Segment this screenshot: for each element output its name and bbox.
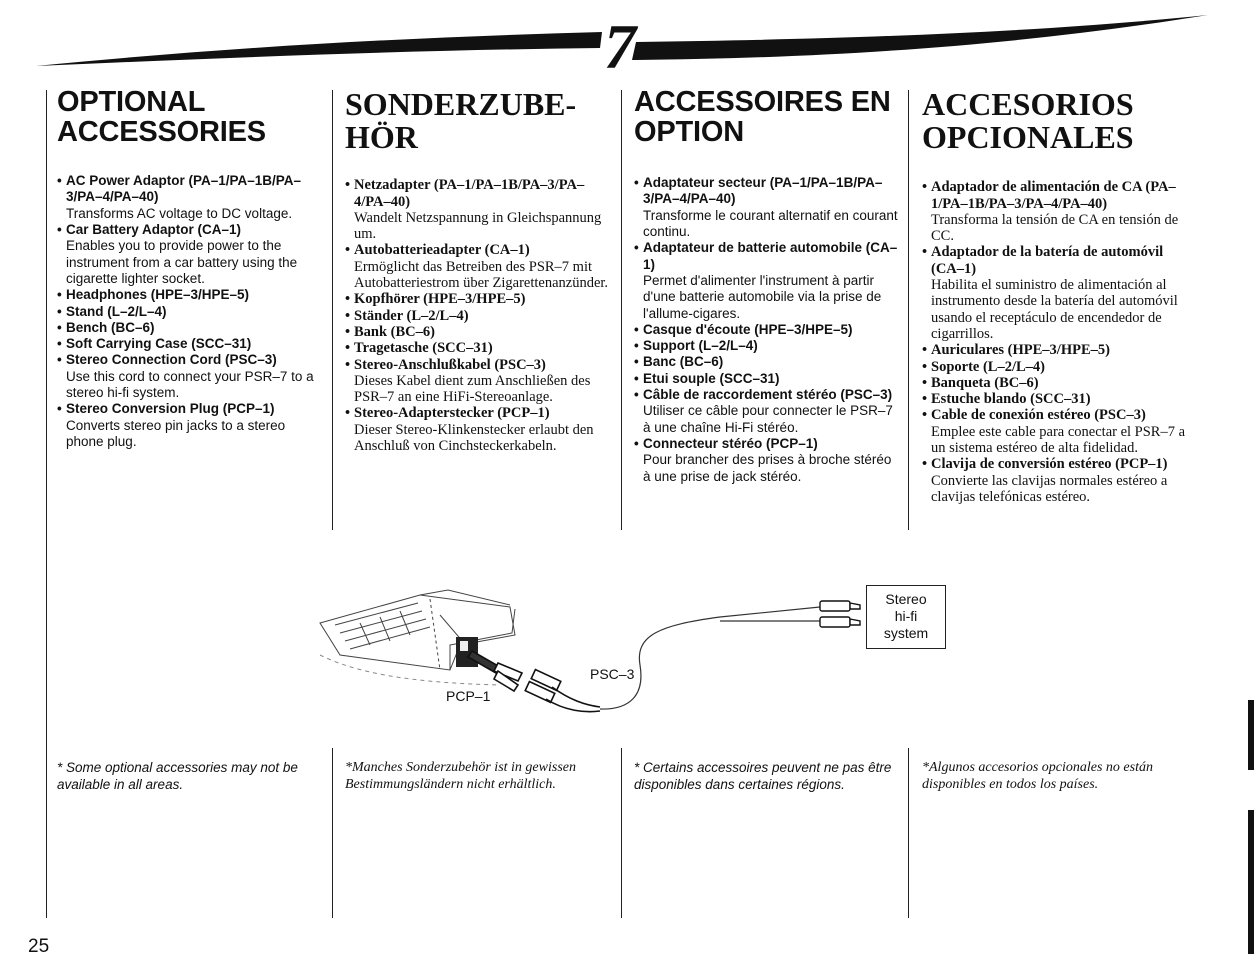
list-item: [634, 240, 900, 321]
item-title: • Câble de raccordement stéréo (PSC–3): [643, 387, 893, 403]
page-edge-mark: [1248, 700, 1254, 770]
cable: [600, 607, 820, 709]
item-title: • Auriculares (HPE–3/HPE–5): [931, 342, 1110, 359]
list-item: [345, 405, 615, 454]
item-description: Transforme le courant alternatif en courant continu.: [643, 207, 898, 240]
pcp-label: PCP–1: [446, 688, 491, 704]
item-description: Pour brancher des prises à broche stéréo à une prise de jack stéréo.: [643, 452, 892, 484]
item-title: • Kopfhörer (HPE–3/HPE–5): [354, 291, 526, 308]
column-spanish: [922, 88, 1194, 505]
item-description: Permet d'alimenter l'instrument à partir d'une batterie automobile via la prise de l'allume-cigares.: [643, 272, 882, 321]
list-item: [922, 375, 1194, 391]
list-item: [57, 320, 323, 336]
item-title: • Cable de conexión estéreo (PSC–3): [931, 407, 1146, 424]
footnote-german: *Manches Sonderzubehör ist in gewissen Bestimmungsländern nicht erhältlich.: [345, 760, 576, 792]
item-title: • Bench (BC–6): [66, 319, 155, 335]
item-description: Use this cord to connect your PSR–7 to a stereo hi-fi system.: [66, 368, 314, 401]
list-item: [634, 338, 900, 354]
footnote-spanish: *Algunos accesorios opcionales no están disponibles en todos los países.: [922, 760, 1153, 792]
section-title: ACCESORIOS OPCIONALES: [922, 86, 1134, 155]
item-title: • AC Power Adaptor (PA–1/PA–1B/PA–3/PA–4/PA–40): [66, 173, 302, 205]
list-item: [57, 173, 323, 222]
item-title: • Soporte (L–2/L–4): [931, 358, 1045, 375]
item-title: • Netzadapter (PA–1/PA–1B/PA–3/PA–4/PA–40): [354, 177, 585, 210]
accessory-list: [345, 177, 615, 454]
item-title: • Stereo-Anschlußkabel (PSC–3): [354, 356, 546, 373]
item-title: • Adaptateur secteur (PA–1/PA–1B/PA–3/PA–4/PA–40): [643, 175, 883, 207]
chapter-header-rule: [0, 0, 1254, 80]
item-title: • Etui souple (SCC–31): [643, 370, 780, 386]
column-french: [634, 88, 900, 485]
item-title: • Car Battery Adaptor (CA–1): [66, 222, 242, 238]
list-item: [345, 242, 615, 291]
list-item: [57, 222, 323, 287]
item-title: • Clavija de conversión estéreo (PCP–1): [931, 456, 1168, 473]
item-title: • Stereo Conversion Plug (PCP–1): [66, 401, 275, 417]
stereo-system-label: Stereo hi-fi system: [883, 591, 929, 641]
list-item: [57, 352, 323, 401]
item-description: Ermöglicht das Betreiben des PSR–7 mit Autobatteriestrom über Zigarettenanzünder.: [354, 258, 609, 292]
column-divider: [621, 748, 622, 918]
item-title: • Banqueta (BC–6): [931, 374, 1039, 391]
item-description: Converts stereo pin jacks to a stereo phone plug.: [66, 417, 286, 449]
item-title: • Autobatterieadapter (CA–1): [354, 242, 530, 259]
list-item: [922, 179, 1194, 244]
column-divider: [332, 90, 333, 530]
accessory-list: [922, 179, 1194, 505]
item-description: Habilita el suministro de alimentación al instrumento desde la batería del automóvil usando el receptáculo de encendedor de cigarrillos.: [931, 277, 1178, 342]
item-description: Emplee este cable para conectar el PSR–7 a un sistema estéreo de alta fidelidad.: [931, 423, 1186, 456]
column-divider: [908, 748, 909, 918]
list-item: [922, 456, 1194, 505]
list-item: [922, 244, 1194, 342]
item-title: • Casque d'écoute (HPE–3/HPE–5): [643, 321, 853, 337]
list-item: [922, 342, 1194, 358]
footnote-french: * Certains accessoires peuvent ne pas être disponibles dans certaines régions.: [634, 760, 892, 792]
item-title: • Connecteur stéréo (PCP–1): [643, 435, 818, 451]
accessory-list: [57, 173, 323, 450]
item-title: • Bank (BC–6): [354, 323, 435, 340]
column-german: [345, 88, 615, 454]
column-divider: [46, 90, 47, 918]
item-title: • Banc (BC–6): [643, 354, 724, 370]
item-description: Transforms AC voltage to DC voltage.: [66, 205, 293, 221]
chapter-number: 7: [604, 11, 636, 80]
item-title: • Adaptateur de batterie automobile (CA–1): [643, 240, 898, 272]
page-number: 25: [28, 936, 50, 957]
section-title: OPTIONAL ACCESSORIES: [57, 86, 266, 148]
footnote-english: * Some optional accessories may not be available in all areas.: [57, 760, 298, 792]
list-item: [345, 177, 615, 242]
list-item: [345, 291, 615, 307]
list-item: [345, 324, 615, 340]
list-item: [634, 322, 900, 338]
item-title: • Support (L–2/L–4): [643, 338, 758, 354]
list-item: [57, 304, 323, 320]
item-description: Convierte las clavijas normales estéreo a clavijas telefónicas estéreo.: [931, 472, 1168, 505]
column-english: [57, 88, 323, 450]
page-edge-mark: [1248, 810, 1254, 954]
list-item: [345, 340, 615, 356]
item-description: Utiliser ce câble pour connecter le PSR–7 à une chaîne Hi-Fi stéréo.: [643, 403, 893, 435]
list-item: [922, 359, 1194, 375]
list-item: [57, 336, 323, 352]
section-title: SONDERZUBE-HÖR: [345, 86, 577, 155]
column-divider: [621, 90, 622, 530]
list-item: [634, 371, 900, 387]
item-title: • Estuche blando (SCC–31): [931, 391, 1091, 408]
column-divider: [332, 748, 333, 918]
list-item: [634, 175, 900, 240]
list-item: [922, 391, 1194, 407]
accessory-list: [634, 175, 900, 485]
item-description: Dieses Kabel dient zum Anschließen des PSR–7 an eine HiFi-Stereoanlage.: [354, 372, 591, 406]
list-item: [634, 387, 900, 436]
connection-diagram: [300, 575, 960, 725]
rca-plugs: [820, 601, 860, 627]
stereo-system-box: [866, 585, 946, 649]
section-title: ACCESSOIRES EN OPTION: [634, 86, 891, 148]
list-item: [57, 287, 323, 303]
item-title: • Ständer (L–2/L–4): [354, 307, 469, 324]
item-title: • Adaptador de la batería de automóvil (CA–1): [931, 244, 1164, 277]
item-title: • Tragetasche (SCC–31): [354, 340, 493, 357]
list-item: [634, 354, 900, 370]
item-description: Dieser Stereo-Klinkenstecker erlaubt den Anschluß von Cinchsteckerkabeln.: [354, 421, 594, 454]
list-item: [922, 407, 1194, 456]
list-item: [345, 308, 615, 324]
item-title: • Adaptador de alimentación de CA (PA–1/PA–1B/PA–3/PA–4/PA–40): [931, 179, 1176, 212]
item-title: • Soft Carrying Case (SCC–31): [66, 336, 252, 352]
item-title: • Headphones (HPE–3/HPE–5): [66, 287, 250, 303]
item-title: • Stereo Connection Cord (PSC–3): [66, 352, 277, 368]
item-title: • Stereo-Adapterstecker (PCP–1): [354, 405, 550, 422]
column-divider: [908, 90, 909, 530]
item-description: Transforma la tensión de CA en tensión de CC.: [931, 211, 1179, 245]
list-item: [634, 436, 900, 485]
psc-label: PSC–3: [590, 666, 635, 682]
item-description: Enables you to provide power to the instrument from a car battery using the cigarette lighter socket.: [66, 238, 298, 286]
cable-plugs: [525, 670, 600, 712]
item-description: Wandelt Netzspannung in Gleichspannung um.: [354, 209, 602, 243]
list-item: [345, 357, 615, 406]
list-item: [57, 401, 323, 450]
item-title: • Stand (L–2/L–4): [66, 303, 167, 319]
